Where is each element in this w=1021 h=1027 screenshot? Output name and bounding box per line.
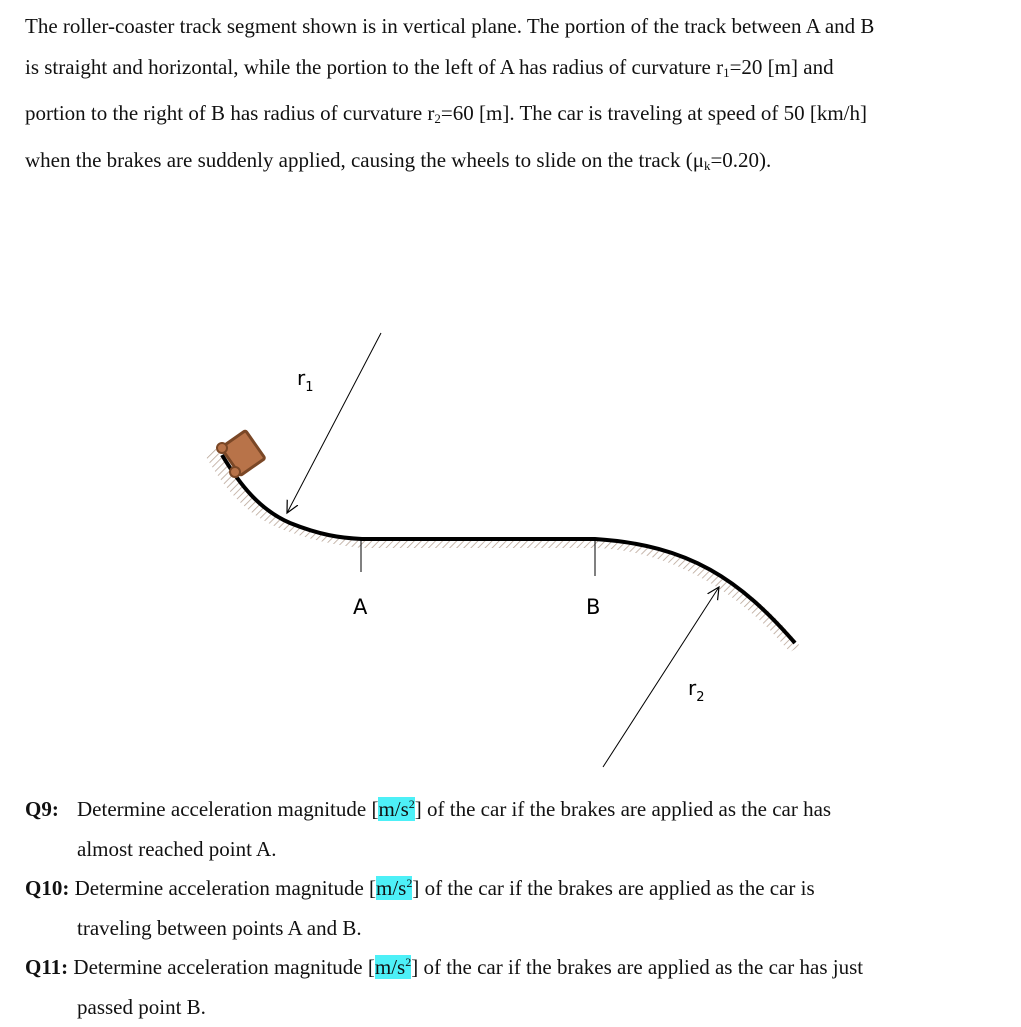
subscript: k [704,158,711,173]
problem-text: =0.20). [710,148,771,172]
subscript: 2 [434,111,441,126]
problem-statement [25,6,1005,186]
ground-hatch [205,448,800,652]
unit-highlight [375,955,411,979]
roller-coaster-diagram [0,320,1021,780]
question-label: Q11: [25,948,68,988]
question-label: Q9: [25,790,77,830]
unit-text: m/s [376,876,406,900]
problem-text: =20 [m] and [730,55,834,79]
question-label: Q10: [25,869,69,909]
unit-superscript: 2 [405,955,411,969]
problem-line-3 [25,93,1005,140]
radius-r1-arrow [287,333,381,513]
question-q10 [25,869,1005,948]
question-continuation: traveling between points A and B. [25,909,1005,949]
unit-text: m/s [378,797,408,821]
problem-text: The roller-coaster track segment shown is in vertical plane. The portion of the track between A and B [25,14,874,38]
question-text: ] of the car if the brakes are applied as the car has [415,797,831,821]
subscript: 1 [723,65,730,80]
question-text: ] of the car if the brakes are applied as the car has just [411,955,863,979]
question-text: ] of the car if the brakes are applied as the car is [412,876,814,900]
question-text: Determine acceleration magnitude [ [73,955,374,979]
problem-text: is straight and horizontal, while the portion to the left of A has radius of curvature r [25,55,723,79]
problem-line-4 [25,140,1005,187]
label-point-a: A [353,595,368,619]
unit-superscript: 2 [406,876,412,890]
unit-superscript: 2 [409,797,415,811]
question-continuation: passed point B. [25,988,1005,1027]
problem-line-2 [25,47,1005,94]
question-q11 [25,948,1005,1027]
unit-text: m/s [375,955,405,979]
question-q9 [25,790,1005,869]
problem-text: =60 [m]. The car is traveling at speed of 50 [km/h] [441,101,867,125]
radius-r2-arrow [603,587,719,767]
unit-highlight [376,876,412,900]
question-text: Determine acceleration magnitude [ [75,876,376,900]
track [222,455,795,643]
label-r2: $r_2$ [688,676,705,705]
problem-text: portion to the right of B has radius of curvature r [25,101,434,125]
problem-line-1 [25,6,1005,47]
label-r1: $r_1$ [297,366,314,395]
label-point-b: B [586,595,600,619]
problem-text: when the brakes are suddenly applied, causing the wheels to slide on the track (μ [25,148,704,172]
question-text: Determine acceleration magnitude [ [77,797,378,821]
question-continuation: almost reached point A. [25,830,1005,870]
unit-highlight [378,797,414,821]
